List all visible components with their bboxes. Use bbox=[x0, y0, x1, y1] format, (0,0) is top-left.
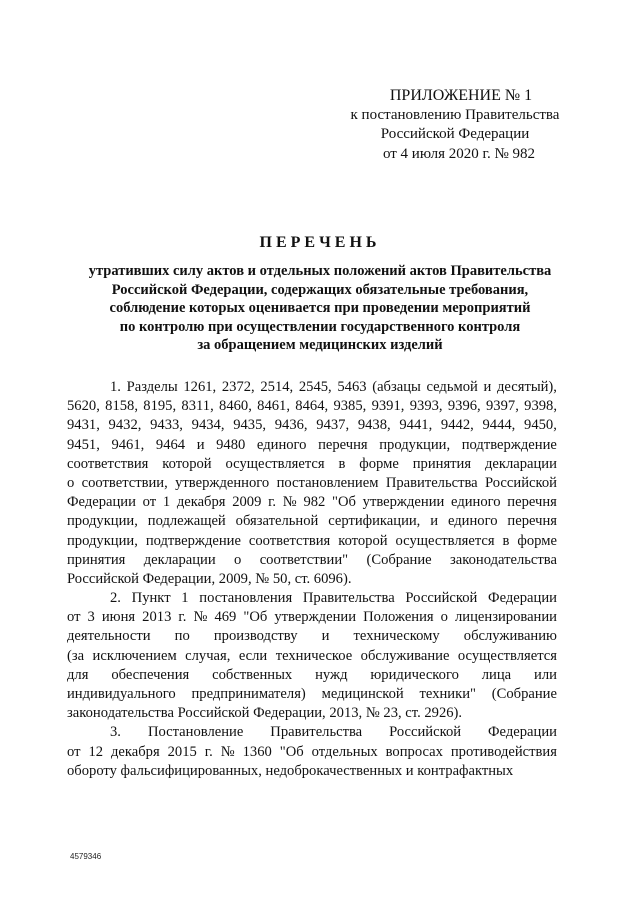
appendix-resolution-line: к постановлению Правительства bbox=[350, 106, 560, 123]
appendix-title: ПРИЛОЖЕНИЕ № 1 bbox=[389, 87, 533, 104]
appendix-government-line: Российской Федерации bbox=[380, 126, 530, 142]
paragraph-line: Федерации от 1 декабря 2009 г. № 982 "Об утверждении единого перечня bbox=[67, 494, 557, 511]
paragraph-line: (за исключением случая, если техническое обслуживание осуществляется bbox=[67, 647, 557, 664]
paragraph-line: от 3 июня 2013 г. № 469 "Об утверждении Положения о лицензировании bbox=[67, 609, 557, 626]
paragraph-2 bbox=[67, 589, 557, 723]
document-subtitle bbox=[60, 262, 580, 355]
paragraph-line: от 12 декабря 2015 г. № 1360 "Об отдельных вопросах противодействия bbox=[67, 743, 557, 760]
paragraph-line: продукции, подтверждение соответствия которой осуществляется в форме bbox=[67, 532, 557, 549]
paragraph-line: 9431, 9432, 9433, 9434, 9435, 9436, 9437, 9438, 9441, 9442, 9444, 9450, bbox=[67, 417, 557, 434]
paragraph-1 bbox=[67, 378, 557, 589]
document-title: ПЕРЕЧЕНЬ bbox=[259, 234, 381, 251]
paragraph-line: 2. Пункт 1 постановления Правительства Российской Федерации bbox=[110, 590, 557, 607]
paragraph-line: принятия декларации о соответствии" (Собрание законодательства bbox=[67, 551, 557, 568]
paragraph-line: 9451, 9461, 9464 и 9480 единого перечня продукции, подтверждение bbox=[67, 436, 557, 453]
document-code: 4579346 bbox=[70, 852, 102, 861]
subtitle-line: соблюдение которых оценивается при проведении мероприятий bbox=[109, 300, 531, 317]
paragraph-line: 5620, 8158, 8195, 8311, 8460, 8461, 8464, 9385, 9391, 9393, 9396, 9397, 9398, bbox=[67, 398, 557, 415]
paragraph-line: законодательства Российской Федерации, 2013, № 23, ст. 2926). bbox=[67, 705, 463, 722]
subtitle-line: Российской Федерации, содержащих обязательные требования, bbox=[111, 281, 529, 298]
paragraph-line: Российской Федерации, 2009, № 50, ст. 6096). bbox=[67, 570, 352, 587]
paragraph-3 bbox=[67, 723, 557, 781]
appendix-header bbox=[330, 86, 580, 164]
subtitle-line: по контролю при осуществлении государственного контроля bbox=[119, 318, 521, 335]
subtitle-line: утративших силу актов и отдельных положений актов Правительства bbox=[88, 263, 552, 279]
paragraph-line: соответствия которой осуществляется в форме принятия декларации bbox=[67, 455, 557, 472]
paragraph-line: продукции, подлежащей обязательной сертификации, и единого перечня bbox=[67, 513, 557, 530]
paragraph-line: для обеспечения собственных нужд юридического лица или bbox=[67, 666, 557, 683]
paragraph-line: о соответствии, утвержденного постановлением Правительства Российской bbox=[67, 474, 557, 491]
document-body bbox=[67, 378, 557, 781]
paragraph-line: индивидуального предпринимателя) медицинской техники" (Собрание bbox=[67, 686, 557, 702]
paragraph-line: обороту фальсифицированных, недоброкачественных и контрафактных bbox=[67, 762, 514, 779]
paragraph-line: 1. Разделы 1261, 2372, 2514, 2545, 5463 (абзацы седьмой и десятый), bbox=[110, 379, 557, 395]
paragraph-line: деятельности по производству и техническому обслуживанию bbox=[67, 628, 557, 645]
paragraph-line: 3. Постановление Правительства Российской Федерации bbox=[110, 724, 557, 741]
appendix-date-number: от 4 июля 2020 г. № 982 bbox=[382, 145, 536, 162]
subtitle-line: за обращением медицинских изделий bbox=[197, 337, 443, 354]
